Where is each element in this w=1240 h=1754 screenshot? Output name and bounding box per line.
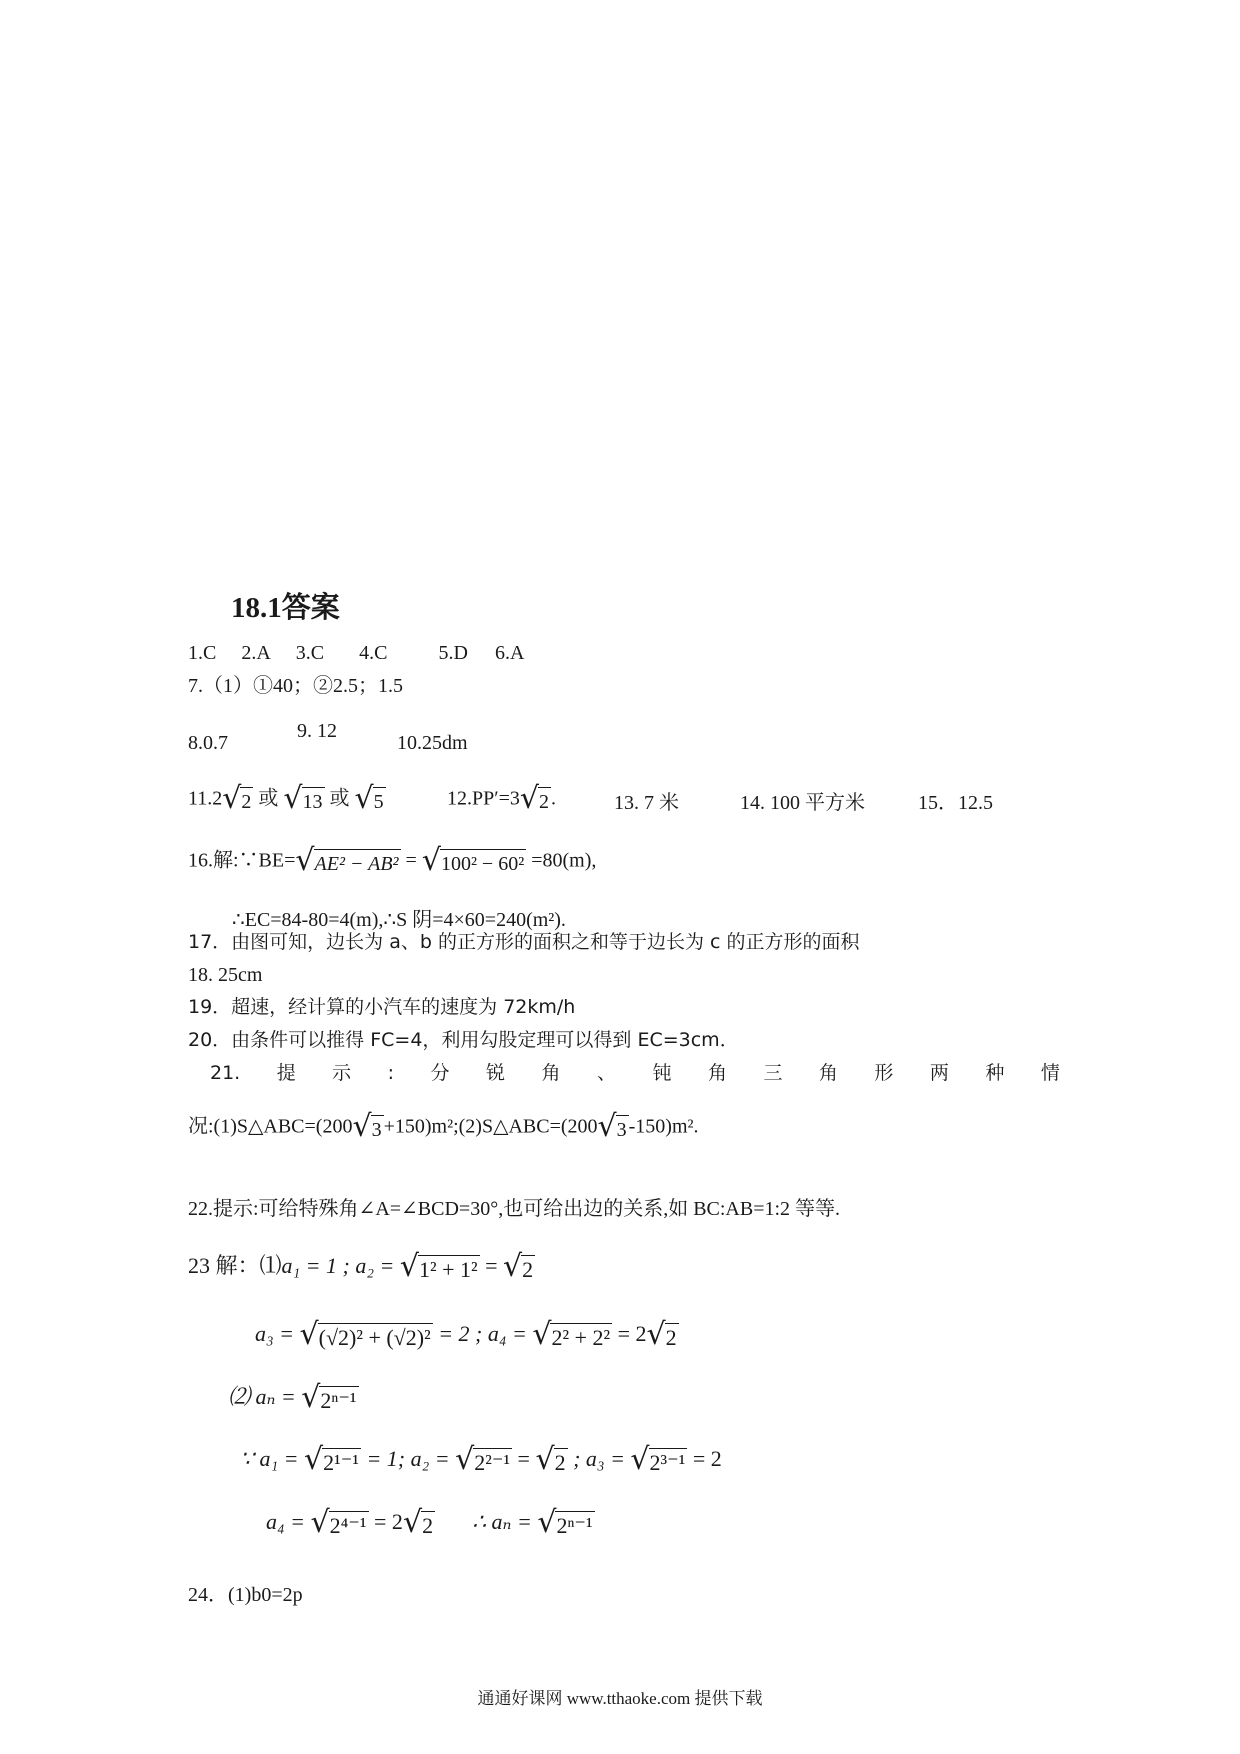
answer-21: 21. 提 示 : 分 锐 角 、 钝 角 三 角 形 两 种 情 [210, 1062, 1060, 1084]
sqrt-2: √ 2 [402, 1505, 434, 1540]
sqrt-expression: √ AE² − AB² [295, 843, 399, 878]
answer-1: 1.C [188, 642, 217, 664]
answer-17: 17．由图可知，边长为 a、b 的正方形的面积之和等于边长为 c 的正方形的面积 [188, 931, 860, 953]
answer-23-line-5: a₄ = √ 2⁴⁻¹ = 2 √ 2 ∴ aₙ = √ 2ⁿ⁻¹ [266, 1505, 593, 1540]
answer-16-line-2: ∴EC=84-80=4(m),∴S 阴=4×60=240(m²). [232, 909, 566, 931]
answer-23-part-2: ⑵ aₙ = √ 2ⁿ⁻¹ [228, 1380, 357, 1415]
answer-11: 11.2 √ 2 或 √ 13 或 √ 5 [188, 781, 384, 816]
sqrt-expression: √ 2¹⁻¹ [304, 1442, 359, 1477]
sqrt-expression: √ 2³⁻¹ [630, 1442, 686, 1477]
sqrt-expression: √ 2ⁿ⁻¹ [537, 1505, 593, 1540]
answer-8: 8.0.7 [188, 732, 228, 754]
answer-3: 3.C [295, 642, 325, 664]
answer-15: 15．12.5 [918, 792, 993, 814]
page-footer: 通通好课网 www.tthaoke.com 提供下载 [477, 1689, 763, 1708]
answer-9: 9. 12 [297, 720, 337, 742]
mc-answers [188, 640, 524, 666]
answer-23-line-2: a₃ = √ (√2)² + (√2)² = 2 ; a₄ = √ 2² + 2² = 2 √ 2 [255, 1317, 677, 1352]
sqrt-expression: √ 2ⁿ⁻¹ [301, 1380, 357, 1415]
answer-16: 16.解:∵BE= √ AE² − AB² = √ 100² − 60² =80(m), [188, 843, 597, 878]
answer-19: 19．超速，经计算的小汽车的速度为 72km/h [188, 996, 576, 1018]
answer-5: 5.D [438, 642, 468, 664]
sqrt-2: √ 2 [503, 1249, 534, 1284]
sqrt-5: √ 5 [354, 781, 384, 816]
answer-2: 2.A [241, 642, 271, 664]
answer-10: 10.25dm [397, 732, 468, 754]
answer-4: 4.C [359, 642, 388, 664]
sqrt-expression: √ 2²⁻¹ [455, 1442, 511, 1477]
answer-21-line-2: 况:(1)S△ABC=(200 √ 3 +150)m²;(2)S△ABC=(200 √ 3 -150)m². [188, 1109, 699, 1144]
answer-18: 18. 25cm [188, 964, 263, 986]
answer-24: 24．(1)b0=2p [188, 1584, 303, 1606]
sqrt-expression: √ (√2)² + (√2)² [299, 1317, 431, 1352]
answer-23: 23 解：⑴a₁ = 1 ; a₂ = √ 1² + 1² = √ 2 [188, 1249, 534, 1284]
sqrt-2: √ 2 [519, 781, 550, 816]
sqrt-3: √ 3 [352, 1109, 382, 1144]
sqrt-expression: √ 2⁴⁻¹ [310, 1505, 367, 1540]
answer-23-line-4: ∵ a₁ = √ 2¹⁻¹ = 1; a₂ = √ 2²⁻¹ = √ 2 ; a₃ = √ 2³⁻¹ = 2 [240, 1442, 722, 1477]
sqrt-expression: √ 2² + 2² [532, 1317, 611, 1352]
sqrt-13: √ 13 [283, 781, 323, 816]
sqrt-3: √ 3 [597, 1109, 627, 1144]
sqrt-expression: √ 1² + 1² [399, 1249, 478, 1284]
answer-14: 14. 100 平方米 [740, 792, 865, 814]
page-title: 18.1答案 [231, 592, 340, 624]
sqrt-2: √ 2 [646, 1317, 677, 1352]
answer-6: 6.A [494, 642, 525, 664]
answer-13: 13. 7 米 [614, 792, 679, 814]
answer-22: 22.提示:可给特殊角∠A=∠BCD=30°,也可给出边的关系,如 BC:AB=1:2 等等. [188, 1198, 841, 1220]
answer-7: 7.（1）①40；②2.5；1.5 [188, 675, 403, 697]
sqrt-2: √ 2 [222, 781, 252, 816]
answer-12: 12.PP′=3 √ 2 . [447, 781, 557, 816]
sqrt-expression: √ 100² − 60² [421, 843, 525, 878]
sqrt-2: √ 2 [535, 1442, 566, 1477]
answer-20: 20．由条件可以推得 FC=4，利用勾股定理可以得到 EC=3cm． [188, 1029, 739, 1051]
